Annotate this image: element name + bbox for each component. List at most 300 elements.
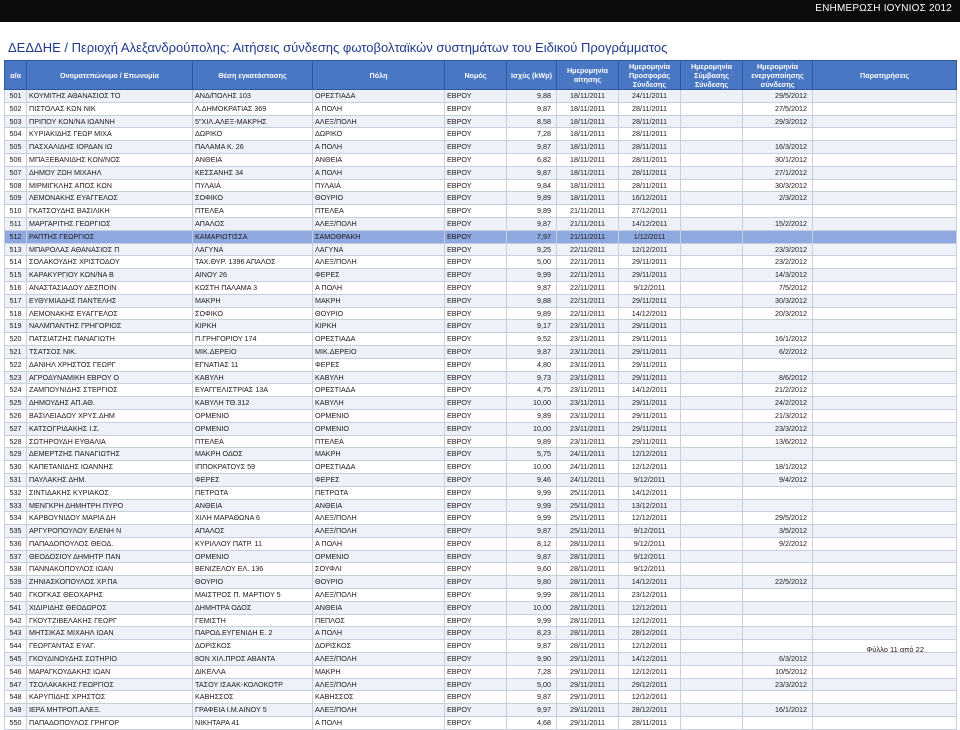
cell-application-date: 21/11/2011	[557, 205, 619, 218]
table-row	[5, 525, 957, 538]
cell-aa: 512	[5, 230, 27, 243]
table-row	[5, 269, 957, 282]
cell-power: 8,23	[507, 627, 557, 640]
cell-activation-date	[743, 205, 813, 218]
cell-power: 9,17	[507, 320, 557, 333]
cell-contract-date	[681, 601, 743, 614]
cell-contract-date	[681, 589, 743, 602]
cell-notes	[813, 384, 957, 397]
cell-notes	[813, 461, 957, 474]
table-row	[5, 128, 957, 141]
cell-name: ΠΑΝΝΑΚΟΠΟΥΛΟΣ ΙΩΑΝ	[27, 563, 193, 576]
cell-location: Π.ΓΡΗΓΟΡΙΟΥ 174	[193, 333, 313, 346]
cell-contract-date	[681, 141, 743, 154]
cell-location: ΓΡΑΦΕΙΑ Ι.Μ.ΑΙΝΟΥ 5	[193, 704, 313, 717]
cell-power: 9,84	[507, 179, 557, 192]
table-row	[5, 512, 957, 525]
cell-activation-date: 16/1/2012	[743, 333, 813, 346]
cell-power: 9,87	[507, 141, 557, 154]
cell-prefecture: ΕΒΡΟΥ	[445, 576, 507, 589]
cell-offer-date: 14/12/2011	[619, 486, 681, 499]
cell-offer-date: 28/11/2011	[619, 717, 681, 730]
cell-activation-date: 22/5/2012	[743, 576, 813, 589]
cell-power: 6,82	[507, 153, 557, 166]
cell-prefecture: ΕΒΡΟΥ	[445, 435, 507, 448]
cell-power: 8,12	[507, 537, 557, 550]
cell-notes	[813, 179, 957, 192]
cell-prefecture: ΕΒΡΟΥ	[445, 141, 507, 154]
cell-offer-date: 9/12/2011	[619, 537, 681, 550]
cell-application-date: 25/11/2011	[557, 486, 619, 499]
cell-aa: 544	[5, 640, 27, 653]
cell-application-date: 23/11/2011	[557, 371, 619, 384]
cell-aa: 541	[5, 601, 27, 614]
cell-location: ΠΥΛΑΙΑ	[193, 179, 313, 192]
cell-city: ΔΟΡΙΣΚΟΣ	[313, 640, 445, 653]
cell-city: Α ΠΟΛΗ	[313, 281, 445, 294]
table-row	[5, 665, 957, 678]
cell-aa: 534	[5, 512, 27, 525]
cell-location: ΜΑΙΣΤΡΟΣ Π. ΜΑΡΤΙΟΥ 5	[193, 589, 313, 602]
cell-name: ΚΑΡΑΚΥΡΓΙΟΥ ΚΩΝ/ΝΑ Β	[27, 269, 193, 282]
cell-aa: 545	[5, 653, 27, 666]
cell-application-date: 24/11/2011	[557, 448, 619, 461]
cell-activation-date	[743, 691, 813, 704]
cell-location: ΑΝΘΕΙΑ	[193, 153, 313, 166]
cell-activation-date: 6/3/2012	[743, 653, 813, 666]
cell-power: 9,87	[507, 281, 557, 294]
cell-city: ΜΑΚΡΗ	[313, 448, 445, 461]
cell-power: 10,00	[507, 397, 557, 410]
cell-name: ΝΑΛΜΠΑΝΤΗΣ ΓΡΗΓΟΡΙΟΣ	[27, 320, 193, 333]
table-row	[5, 90, 957, 103]
table-row	[5, 141, 957, 154]
cell-notes	[813, 205, 957, 218]
cell-contract-date	[681, 653, 743, 666]
cell-application-date: 22/11/2011	[557, 281, 619, 294]
cell-aa: 517	[5, 294, 27, 307]
cell-contract-date	[681, 409, 743, 422]
cell-offer-date: 28/11/2011	[619, 166, 681, 179]
cell-contract-date	[681, 448, 743, 461]
cell-aa: 503	[5, 115, 27, 128]
cell-name: ΣΩΤΗΡΟΥΔΗ ΕΥΘΑΛΙΑ	[27, 435, 193, 448]
cell-aa: 502	[5, 102, 27, 115]
table-row	[5, 422, 957, 435]
cell-prefecture: ΕΒΡΟΥ	[445, 230, 507, 243]
cell-city: ΛΑΓΥΝΑ	[313, 243, 445, 256]
cell-contract-date	[681, 345, 743, 358]
cell-offer-date: 9/12/2011	[619, 473, 681, 486]
cell-contract-date	[681, 371, 743, 384]
cell-name: ΚΟΥΜΙΤΗΣ ΑΘΑΝΑΣΙΟΣ ΤΟ	[27, 90, 193, 103]
cell-application-date: 18/11/2011	[557, 179, 619, 192]
cell-power: 9,87	[507, 102, 557, 115]
cell-city: ΑΝΘΕΙΑ	[313, 601, 445, 614]
cell-location: ΛΑΓΥΝΑ	[193, 243, 313, 256]
cell-application-date: 23/11/2011	[557, 409, 619, 422]
page-title: ΔΕΔΔΗΕ / Περιοχή Αλεξανδρούπολης: Αιτήσεις σύνδεσης φωτοβολταϊκών συστημάτων του Ειδικού Προγράμματος	[8, 40, 668, 55]
cell-application-date: 18/11/2011	[557, 166, 619, 179]
cell-offer-date: 28/12/2011	[619, 627, 681, 640]
top-bar	[0, 0, 960, 22]
cell-city: ΚΙΡΚΗ	[313, 320, 445, 333]
cell-notes	[813, 691, 957, 704]
cell-contract-date	[681, 358, 743, 371]
cell-contract-date	[681, 563, 743, 576]
cell-power: 9,87	[507, 525, 557, 538]
cell-name: ΚΑΠΕΤΑΝΙΔΗΣ ΙΩΑΝΝΗΣ	[27, 461, 193, 474]
cell-location: ΜΑΚΡΗ ΟΔΟΣ	[193, 448, 313, 461]
cell-name: ΠΑΣΧΑΛΙΔΗΣ ΙΟΡΔΑΝ ΙΩ	[27, 141, 193, 154]
cell-aa: 522	[5, 358, 27, 371]
cell-notes	[813, 589, 957, 602]
cell-contract-date	[681, 128, 743, 141]
col-header: Ημερομηνία ενεργοποίησης σύνδεσης	[743, 61, 813, 90]
cell-activation-date: 9/2/2012	[743, 537, 813, 550]
cell-activation-date: 16/3/2012	[743, 141, 813, 154]
cell-notes	[813, 653, 957, 666]
cell-city: ΜΑΚΡΗ	[313, 294, 445, 307]
cell-location: ΑΙΝΟΥ 26	[193, 269, 313, 282]
cell-name: ΚΑΡΥΠΙΔΗΣ ΧΡΗΣΤΟΣ	[27, 691, 193, 704]
cell-city: ΠΕΠΛΟΣ	[313, 614, 445, 627]
cell-prefecture: ΕΒΡΟΥ	[445, 358, 507, 371]
col-header: Παρατηρήσεις	[813, 61, 957, 90]
cell-prefecture: ΕΒΡΟΥ	[445, 601, 507, 614]
cell-city: ΑΛΕΞ/ΠΟΛΗ	[313, 653, 445, 666]
cell-prefecture: ΕΒΡΟΥ	[445, 512, 507, 525]
cell-contract-date	[681, 422, 743, 435]
cell-contract-date	[681, 512, 743, 525]
cell-notes	[813, 601, 957, 614]
cell-application-date: 29/11/2011	[557, 717, 619, 730]
cell-city: ΑΛΕΞ/ΠΟΛΗ	[313, 512, 445, 525]
cell-contract-date	[681, 320, 743, 333]
cell-notes	[813, 614, 957, 627]
cell-name: ΓΚΟΥΔΙΝΟΥΔΗΣ ΣΩΤΗΡΙΟ	[27, 653, 193, 666]
cell-power: 9,60	[507, 563, 557, 576]
cell-activation-date: 7/5/2012	[743, 281, 813, 294]
cell-city: ΟΡΜΕΝΙΟ	[313, 550, 445, 563]
cell-location: ΔΙΚΕΛΛΑ	[193, 665, 313, 678]
cell-power: 10,00	[507, 422, 557, 435]
cell-offer-date: 29/11/2011	[619, 358, 681, 371]
cell-power: 5,00	[507, 678, 557, 691]
cell-prefecture: ΕΒΡΟΥ	[445, 243, 507, 256]
cell-offer-date: 29/11/2011	[619, 422, 681, 435]
cell-name: ΔΑΝΙΗΛ ΧΡΗΣΤΟΣ ΓΕΩΡΓ	[27, 358, 193, 371]
cell-contract-date	[681, 665, 743, 678]
cell-prefecture: ΕΒΡΟΥ	[445, 717, 507, 730]
cell-city: Α ΠΟΛΗ	[313, 537, 445, 550]
table-row	[5, 486, 957, 499]
cell-application-date: 24/11/2011	[557, 473, 619, 486]
cell-offer-date: 12/12/2011	[619, 691, 681, 704]
cell-power: 9,99	[507, 486, 557, 499]
cell-offer-date: 12/12/2011	[619, 243, 681, 256]
cell-prefecture: ΕΒΡΟΥ	[445, 281, 507, 294]
table-row	[5, 473, 957, 486]
cell-activation-date: 23/2/2012	[743, 256, 813, 269]
cell-activation-date	[743, 320, 813, 333]
cell-location: ΤΑΣΟΥ ΙΣΑΑΚ-ΚΟΛΟΚΟΤΡ	[193, 678, 313, 691]
cell-contract-date	[681, 640, 743, 653]
cell-contract-date	[681, 473, 743, 486]
cell-city: ΟΡΜΕΝΙΟ	[313, 422, 445, 435]
cell-name: ΓΚΟΓΚΑΣ ΘΕΟΧΑΡΗΣ	[27, 589, 193, 602]
cell-name: ΡΑΠΤΗΣ ΓΕΩΡΓΙΟΣ	[27, 230, 193, 243]
cell-notes	[813, 435, 957, 448]
col-header: Νομός	[445, 61, 507, 90]
cell-application-date: 23/11/2011	[557, 384, 619, 397]
cell-contract-date	[681, 179, 743, 192]
cell-name: ΜΕΝΓΚΡΗ ΔΗΜΗΤΡΗ ΠΥΡΟ	[27, 499, 193, 512]
cell-power: 9,89	[507, 307, 557, 320]
cell-location: ΚΥΡΙΛΛΟΥ ΠΑΤΡ. 11	[193, 537, 313, 550]
cell-prefecture: ΕΒΡΟΥ	[445, 537, 507, 550]
cell-activation-date	[743, 627, 813, 640]
cell-name: ΒΑΣΙΛΕΙΑΔΟΥ ΧΡΥΣ.ΔΗΜ	[27, 409, 193, 422]
cell-power: 9,89	[507, 205, 557, 218]
cell-prefecture: ΕΒΡΟΥ	[445, 589, 507, 602]
cell-contract-date	[681, 90, 743, 103]
cell-city: ΑΛΕΞ/ΠΟΛΗ	[313, 115, 445, 128]
cell-prefecture: ΕΒΡΟΥ	[445, 128, 507, 141]
cell-application-date: 23/11/2011	[557, 333, 619, 346]
table-row	[5, 384, 957, 397]
cell-contract-date	[681, 243, 743, 256]
table-row	[5, 691, 957, 704]
table-row	[5, 563, 957, 576]
cell-aa: 527	[5, 422, 27, 435]
cell-application-date: 28/11/2011	[557, 627, 619, 640]
cell-offer-date: 28/11/2011	[619, 141, 681, 154]
cell-notes	[813, 281, 957, 294]
cell-offer-date: 12/12/2011	[619, 512, 681, 525]
cell-notes	[813, 665, 957, 678]
cell-aa: 521	[5, 345, 27, 358]
cell-location: ΓΕΜΙΣΤΗ	[193, 614, 313, 627]
cell-offer-date: 14/12/2011	[619, 653, 681, 666]
cell-city: ΟΡΜΕΝΙΟ	[313, 409, 445, 422]
cell-offer-date: 12/12/2011	[619, 601, 681, 614]
cell-name: ΙΕΡΑ ΜΗΤΡΟΠ.ΑΛΕΞ.	[27, 704, 193, 717]
cell-offer-date: 29/11/2011	[619, 294, 681, 307]
cell-notes	[813, 128, 957, 141]
cell-application-date: 25/11/2011	[557, 512, 619, 525]
table-row	[5, 217, 957, 230]
cell-offer-date: 29/11/2011	[619, 320, 681, 333]
cell-offer-date: 28/12/2011	[619, 704, 681, 717]
cell-city: ΜΑΚΡΗ	[313, 665, 445, 678]
cell-name: ΧΙΔΙΡΙΔΗΣ ΘΕΟΔΩΡΟΣ	[27, 601, 193, 614]
cell-location: ΟΡΜΕΝΙΟ	[193, 409, 313, 422]
cell-offer-date: 28/11/2011	[619, 102, 681, 115]
cell-activation-date	[743, 448, 813, 461]
cell-aa: 530	[5, 461, 27, 474]
cell-activation-date	[743, 601, 813, 614]
table-row	[5, 256, 957, 269]
table-row	[5, 550, 957, 563]
cell-power: 9,87	[507, 345, 557, 358]
cell-city: ΣΑΜΟΘΡΑΚΗ	[313, 230, 445, 243]
cell-prefecture: ΕΒΡΟΥ	[445, 192, 507, 205]
cell-activation-date: 13/6/2012	[743, 435, 813, 448]
cell-prefecture: ΕΒΡΟΥ	[445, 371, 507, 384]
cell-prefecture: ΕΒΡΟΥ	[445, 678, 507, 691]
cell-application-date: 23/11/2011	[557, 422, 619, 435]
cell-aa: 523	[5, 371, 27, 384]
cell-prefecture: ΕΒΡΟΥ	[445, 102, 507, 115]
cell-location: ΚΑΒΗΣΣΟΣ	[193, 691, 313, 704]
cell-activation-date: 30/1/2012	[743, 153, 813, 166]
cell-location: ΚΕΣΣΑΝΗΣ 34	[193, 166, 313, 179]
table-row	[5, 409, 957, 422]
update-date: ΕΝΗΜΕΡΩΣΗ ΙΟΥΝΙΟΣ 2012	[815, 3, 952, 14]
cell-aa: 516	[5, 281, 27, 294]
cell-activation-date: 6/2/2012	[743, 345, 813, 358]
cell-city: ΦΕΡΕΣ	[313, 358, 445, 371]
cell-aa: 548	[5, 691, 27, 704]
cell-prefecture: ΕΒΡΟΥ	[445, 563, 507, 576]
cell-offer-date: 29/12/2011	[619, 678, 681, 691]
cell-aa: 535	[5, 525, 27, 538]
cell-aa: 539	[5, 576, 27, 589]
cell-city: ΑΛΕΞ/ΠΟΛΗ	[313, 589, 445, 602]
cell-city: ΔΩΡΙΚΟ	[313, 128, 445, 141]
cell-name: ΜΠΑΞΕΒΑΝΙΔΗΣ ΚΩΝ/ΝΟΣ	[27, 153, 193, 166]
cell-application-date: 18/11/2011	[557, 102, 619, 115]
cell-contract-date	[681, 614, 743, 627]
cell-power: 10,00	[507, 461, 557, 474]
cell-aa: 508	[5, 179, 27, 192]
cell-city: Α ΠΟΛΗ	[313, 717, 445, 730]
cell-application-date: 28/11/2011	[557, 601, 619, 614]
col-header: Πόλη	[313, 61, 445, 90]
cell-location: ΑΝΘΕΙΑ	[193, 499, 313, 512]
cell-prefecture: ΕΒΡΟΥ	[445, 333, 507, 346]
cell-application-date: 29/11/2011	[557, 704, 619, 717]
cell-name: ΑΡΓΥΡΟΠΟΥΛΟΥ ΕΛΕΝΗ Ν	[27, 525, 193, 538]
table-row	[5, 192, 957, 205]
cell-contract-date	[681, 102, 743, 115]
cell-location: ΒΕΝΙΖΕΛΟΥ ΕΛ. 136	[193, 563, 313, 576]
cell-location: ΠΕΤΡΩΤΑ	[193, 486, 313, 499]
cell-activation-date	[743, 499, 813, 512]
cell-power: 9,80	[507, 576, 557, 589]
cell-offer-date: 14/12/2011	[619, 384, 681, 397]
col-header: α/α	[5, 61, 27, 90]
cell-activation-date	[743, 640, 813, 653]
cell-notes	[813, 307, 957, 320]
cell-location: ΣΟΦΙΚΟ	[193, 307, 313, 320]
cell-notes	[813, 678, 957, 691]
cell-activation-date: 2/3/2012	[743, 192, 813, 205]
cell-activation-date: 9/4/2012	[743, 473, 813, 486]
cell-prefecture: ΕΒΡΟΥ	[445, 269, 507, 282]
cell-prefecture: ΕΒΡΟΥ	[445, 499, 507, 512]
cell-offer-date: 16/12/2011	[619, 192, 681, 205]
cell-aa: 546	[5, 665, 27, 678]
cell-notes	[813, 345, 957, 358]
cell-contract-date	[681, 269, 743, 282]
cell-activation-date	[743, 486, 813, 499]
cell-location: ΟΡΜΕΝΙΟ	[193, 550, 313, 563]
cell-offer-date: 9/12/2011	[619, 550, 681, 563]
cell-prefecture: ΕΒΡΟΥ	[445, 704, 507, 717]
cell-prefecture: ΕΒΡΟΥ	[445, 345, 507, 358]
cell-contract-date	[681, 307, 743, 320]
cell-location: ΤΑΧ.ΘΥΡ. 1396 ΑΠΑΛΟΣ	[193, 256, 313, 269]
cell-power: 10,00	[507, 601, 557, 614]
cell-offer-date: 29/11/2011	[619, 371, 681, 384]
cell-notes	[813, 269, 957, 282]
cell-power: 7,28	[507, 665, 557, 678]
cell-city: ΚΑΒΥΛΗ	[313, 371, 445, 384]
table-row	[5, 205, 957, 218]
cell-offer-date: 14/12/2011	[619, 217, 681, 230]
applications-table	[4, 60, 957, 730]
cell-power: 9,88	[507, 90, 557, 103]
table-row	[5, 102, 957, 115]
cell-application-date: 28/11/2011	[557, 576, 619, 589]
cell-location: ΚΑΒΥΛΗ	[193, 371, 313, 384]
col-header: Ονοματεπώνυμο / Επωνυμία	[27, 61, 193, 90]
cell-prefecture: ΕΒΡΟΥ	[445, 525, 507, 538]
cell-offer-date: 28/11/2011	[619, 115, 681, 128]
table-row	[5, 345, 957, 358]
col-header: Ημερομηνία αίτησης	[557, 61, 619, 90]
cell-power: 9,89	[507, 435, 557, 448]
cell-aa: 524	[5, 384, 27, 397]
cell-aa: 543	[5, 627, 27, 640]
cell-power: 4,75	[507, 384, 557, 397]
cell-power: 9,89	[507, 192, 557, 205]
cell-notes	[813, 371, 957, 384]
cell-city: ΠΤΕΛΕΑ	[313, 435, 445, 448]
cell-activation-date: 16/1/2012	[743, 704, 813, 717]
cell-notes	[813, 102, 957, 115]
cell-aa: 542	[5, 614, 27, 627]
table-row	[5, 153, 957, 166]
cell-notes	[813, 563, 957, 576]
cell-location: ΕΓΝΑΤΙΑΣ 11	[193, 358, 313, 371]
cell-application-date: 28/11/2011	[557, 640, 619, 653]
cell-location: ΙΠΠΟΚΡΑΤΟΥΣ 59	[193, 461, 313, 474]
cell-power: 9,87	[507, 691, 557, 704]
cell-contract-date	[681, 281, 743, 294]
cell-location: ΑΝΔ/ΠΟΛΗΣ 103	[193, 90, 313, 103]
cell-contract-date	[681, 717, 743, 730]
cell-name: ΠΑΤΣΙΑΤΖΗΣ ΠΑΝΑΓΙΩΤΗ	[27, 333, 193, 346]
cell-prefecture: ΕΒΡΟΥ	[445, 217, 507, 230]
cell-application-date: 28/11/2011	[557, 537, 619, 550]
cell-aa: 511	[5, 217, 27, 230]
table-row	[5, 371, 957, 384]
cell-activation-date: 15/2/2012	[743, 217, 813, 230]
cell-application-date: 28/11/2011	[557, 550, 619, 563]
cell-location: ΚΙΡΚΗ	[193, 320, 313, 333]
cell-city: ΘΟΥΡΙΟ	[313, 576, 445, 589]
cell-location: ΑΠΑΛΟΣ	[193, 525, 313, 538]
cell-city: ΠΥΛΑΙΑ	[313, 179, 445, 192]
cell-power: 9,99	[507, 614, 557, 627]
cell-application-date: 18/11/2011	[557, 141, 619, 154]
cell-activation-date	[743, 614, 813, 627]
cell-offer-date: 29/11/2011	[619, 256, 681, 269]
cell-name: ΑΝΑΣΤΑΣΙΑΔΟΥ ΔΕΣΠΟΙΝ	[27, 281, 193, 294]
